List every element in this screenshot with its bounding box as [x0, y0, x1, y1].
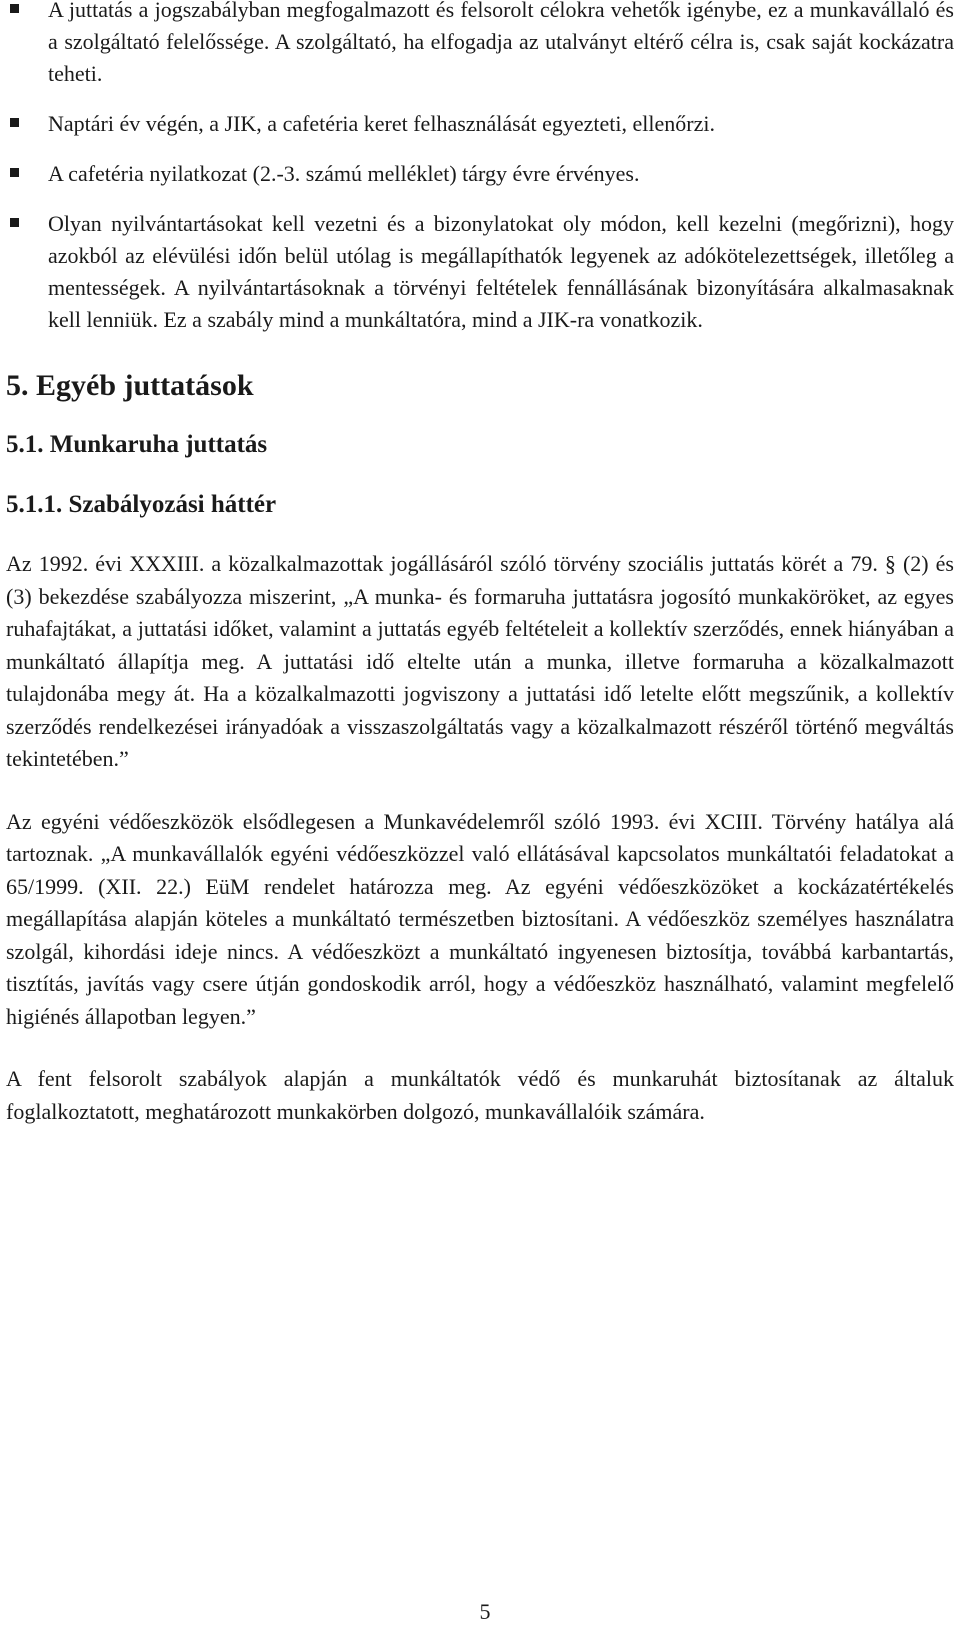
bullet-text: Olyan nyilvántartásokat kell vezetni és a bizonylatokat oly módon, kell kezelni (megőrizni), hogy azokból az elévülési időn belül utólag is megállapíthatók legyenek az adókötelezettségek, illetőleg a mentességek. A nyilvántartásoknak a törvényi feltételek fennállásának bizonyítására alkalmasaknak kell lenniük. Ez a szabály mind a munkáltatóra, mind a JIK-ra vonatkozik.	[48, 211, 954, 332]
page-number: 5	[479, 1599, 491, 1624]
bullet-text: A cafetéria nyilatkozat (2.-3. számú melléklet) tárgy évre érvényes.	[48, 161, 640, 186]
page-content	[6, 0, 954, 1128]
square-bullet-icon	[10, 168, 19, 177]
body-paragraph: A fent felsorolt szabályok alapján a munkáltatók védő és munkaruhát biztosítanak az általuk foglalkoztatott, meghatározott munkakörben dolgozó, munkavállalóik számára.	[6, 1066, 954, 1124]
square-bullet-icon	[10, 4, 19, 13]
bullet-item	[6, 108, 954, 140]
subsubsection-heading: 5.1.1. Szabályozási háttér	[6, 491, 277, 518]
bullet-item	[6, 158, 954, 190]
body-paragraph: Az 1992. évi XXXIII. a közalkalmazottak jogállásáról szóló törvény szociális juttatás körét a 79. § (2) és (3) bekezdése szabályozza miszerint, „A munka- és formaruha juttatásra jogosító munkaköröket, az egyes ruhafajtákat, a juttatási időket, valamint a juttatás egyéb feltételeit a kollektív szerződés, ennek hiányában a munkáltató állapítja meg. A juttatási idő eltelte után a munka, illetve formaruha a közalkalmazott tulajdonába megy át. Ha a közalkalmazotti jogviszony a juttatási idő letelte előtt megszűnik, a kollektív szerződés rendelkezései irányadóak a visszaszolgáltatás vagy a közalkalmazott részéről történő megváltás tekintetében.”	[6, 551, 954, 771]
square-bullet-icon	[10, 218, 19, 227]
bullet-text: A juttatás a jogszabályban megfogalmazott és felsorolt célokra vehetők igénybe, ez a munkavállaló és a szolgáltató felelőssége. A szolgáltató, ha elfogadja az utalványt eltérő célra is, csak saját kockázatra teheti.	[48, 0, 954, 86]
bullet-text: Naptári év végén, a JIK, a cafetéria keret felhasználását egyezteti, ellenőrzi.	[48, 111, 715, 136]
bullet-item	[6, 0, 954, 90]
square-bullet-icon	[10, 118, 19, 127]
subsection-heading: 5.1. Munkaruha juttatás	[6, 431, 268, 458]
bullet-list	[6, 0, 954, 336]
section-heading: 5. Egyéb juttatások	[6, 369, 254, 402]
body-paragraph: Az egyéni védőeszközök elsődlegesen a Munkavédelemről szóló 1993. évi XCIII. Törvény hatálya alá tartoznak. „A munkavállalók egyéni védőeszközzel való ellátásával kapcsolatos munkáltatói feladatokat a 65/1999. (XII. 22.) EüM rendelet határozza meg. Az egyéni védőeszközöket a kockázatértékelés megállapítása alapján köteles a munkáltató természetben biztosítani. A védőeszköz személyes használatra szolgál, kihordási ideje nincs. A védőeszközt a munkáltató ingyenesen biztosítja, továbbá karbantartás, tisztítás, javítás vagy csere útján gondoskodik arról, hogy a védőeszköz használható, valamint megfelelő higiénés állapotban legyen.”	[6, 808, 954, 1029]
bullet-item	[6, 208, 954, 336]
